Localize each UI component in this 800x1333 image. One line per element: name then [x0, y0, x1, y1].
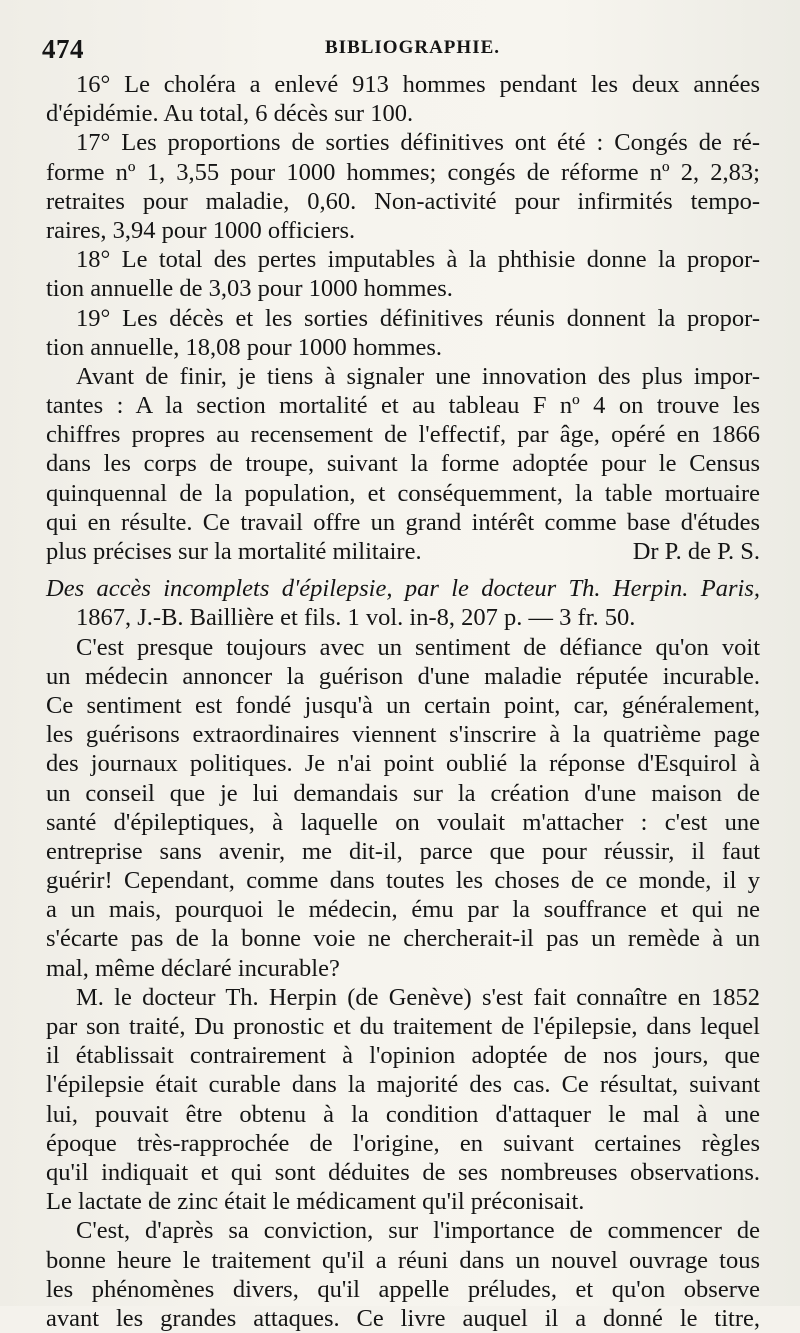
line-text: l'épilepsie était curable dans la majorité des cas. Ce résultat, suivant — [46, 1071, 760, 1099]
review-line-7 — [46, 808, 760, 837]
line-text: santé d'épileptiques, à laquelle on voulait m'attacher : c'est une — [46, 808, 760, 836]
line-text: M. le docteur Th. Herpin (de Genève) s'est fait connaître en 1852 — [76, 983, 760, 1011]
review-line-2 — [46, 662, 760, 691]
section-gap — [46, 566, 760, 574]
closing-line-5 — [46, 479, 760, 508]
line-text: retraites pour maladie, 0,60. Non-activité pour infirmités tempo- — [46, 187, 760, 215]
line-text: d'épidémie. Au total, 6 décès sur 100. — [46, 100, 414, 128]
item-16-line-2 — [46, 99, 760, 128]
line-text: Avant de finir, je tiens à signaler une innovation des plus impor- — [76, 362, 760, 390]
review-line-12 — [46, 954, 760, 983]
closing-line-3 — [46, 420, 760, 449]
line-text: époque très-rapprochée de l'origine, en suivant certaines règles — [46, 1129, 760, 1157]
review-line-18 — [46, 1129, 760, 1158]
item-19-line-2 — [46, 333, 760, 362]
closing-line-4 — [46, 449, 760, 478]
item-19-line-1 — [46, 304, 760, 333]
line-text: tantes : A la section mortalité et au tableau F nº 4 on trouve les — [46, 392, 760, 420]
page-header — [0, 28, 800, 68]
author-signature: Dr P. de P. S. — [632, 538, 760, 565]
line-text: les phénomènes divers, qu'il appelle préludes, et qu'on observe — [46, 1275, 760, 1303]
review-line-22 — [46, 1246, 760, 1275]
review-reference-line-1: Des accès incomplets d'épilepsie, par le docteur Th. Herpin. Paris, — [46, 575, 760, 603]
line-text: C'est, d'après sa conviction, sur l'importance de commencer de — [76, 1217, 760, 1245]
item-17-line-4 — [46, 216, 760, 245]
line-text: bonne heure le traitement qu'il a réuni dans un nouvel ouvrage tous — [46, 1246, 760, 1274]
review-line-13 — [46, 983, 760, 1012]
closing-line-7 — [46, 537, 760, 566]
line-text: 17° Les proportions de sorties définitives ont été : Congés de ré- — [76, 129, 760, 157]
line-text: chiffres propres au recensement de l'effectif, par âge, opéré en 1866 — [46, 421, 760, 449]
review-line-14 — [46, 1012, 760, 1041]
review-line-6 — [46, 779, 760, 808]
line-text: a un mais, pourquoi le médecin, ému par la souffrance et qui ne — [46, 896, 760, 924]
line-text: tion annuelle, 18,08 pour 1000 hommes. — [46, 333, 443, 361]
item-16-line-1 — [46, 70, 760, 99]
review-line-19 — [46, 1158, 760, 1187]
item-17-line-1 — [46, 128, 760, 157]
line-text: Le lactate de zinc était le médicament qu'il préconisait. — [46, 1188, 585, 1216]
review-line-9 — [46, 866, 760, 895]
page-text — [46, 70, 760, 1333]
line-text: un conseil que je lui demandais sur la création d'une maison de — [46, 779, 760, 807]
line-text: C'est presque toujours avec un sentiment de défiance qu'on voit — [76, 633, 760, 661]
running-title: BIBLIOGRAPHIE. — [325, 37, 501, 58]
review-line-17 — [46, 1100, 760, 1129]
line-text: mal, même déclaré incurable? — [46, 954, 340, 982]
line-text: entreprise sans avenir, me dit-il, parce que pour réussir, il faut — [46, 837, 760, 865]
line-text: s'écarte pas de la bonne voie ne chercherait-il pas un remède à un — [46, 925, 760, 953]
review-line-5 — [46, 749, 760, 778]
review-line-24 — [46, 1304, 760, 1333]
line-text: raires, 3,94 pour 1000 officiers. — [46, 216, 356, 244]
review-reference-line-2: 1867, J.-B. Baillière et fils. 1 vol. in-8, 207 p. — 3 fr. 50. — [76, 604, 636, 632]
line-text: plus précises sur la mortalité militaire. — [46, 538, 422, 565]
review-line-8 — [46, 837, 760, 866]
line-text: dans les corps de troupe, suivant la forme adoptée pour le Census — [46, 450, 760, 478]
review-line-21 — [46, 1216, 760, 1245]
review-line-3 — [46, 691, 760, 720]
item-17-line-2 — [46, 158, 760, 187]
closing-line-2 — [46, 391, 760, 420]
item-18-line-2 — [46, 274, 760, 303]
page-number: 474 — [42, 34, 84, 64]
line-text: lui, pouvait être obtenu à la condition d'attaquer le mal à une — [46, 1100, 760, 1128]
line-text: 18° Le total des pertes imputables à la phthisie donne la propor- — [76, 246, 760, 274]
review-body — [46, 633, 760, 1333]
line-text: il établissait contrairement à l'opinion adoptée de nos jours, que — [46, 1042, 760, 1070]
line-text: avant les grandes attaques. Ce livre auquel il a donné le titre, — [46, 1304, 760, 1332]
review-line-11 — [46, 924, 760, 953]
line-text: forme nº 1, 3,55 pour 1000 hommes; congés de réforme nº 2, 2,83; — [46, 158, 760, 186]
item-17-line-3 — [46, 187, 760, 216]
review-line-16 — [46, 1070, 760, 1099]
review-line-1 — [46, 633, 760, 662]
line-text: quinquennal de la population, et conséquemment, la table mortuaire — [46, 479, 760, 507]
closing-line-1 — [46, 362, 760, 391]
line-text: guérir! Cependant, comme dans toutes les choses de ce monde, il y — [46, 867, 760, 895]
item-18-line-1 — [46, 245, 760, 274]
line-text: 16° Le choléra a enlevé 913 hommes pendant les deux années — [76, 71, 760, 98]
line-text: qu'il indiquait et qui sont déduites de ses nombreuses observations. — [46, 1158, 760, 1186]
line-text: tion annuelle de 3,03 pour 1000 hommes. — [46, 275, 453, 303]
review-line-20 — [46, 1187, 760, 1216]
line-text: qui en résulte. Ce travail offre un grand intérêt comme base d'études — [46, 508, 760, 536]
statistics-items — [46, 70, 760, 566]
line-text: par son traité, Du pronostic et du traitement de l'épilepsie, dans lequel — [46, 1013, 760, 1040]
line-text: des journaux politiques. Je n'ai point oublié la réponse d'Esquirol à — [46, 750, 760, 778]
review-line-10 — [46, 895, 760, 924]
closing-line-6 — [46, 508, 760, 537]
review-line-15 — [46, 1041, 760, 1070]
review-line-23 — [46, 1275, 760, 1304]
line-text: 19° Les décès et les sorties définitives réunis donnent la propor- — [76, 304, 760, 332]
line-text: Ce sentiment est fondé jusqu'à un certain point, car, généralement, — [46, 691, 760, 719]
review-line-4 — [46, 720, 760, 749]
line-text: les guérisons extraordinaires viennent s'inscrire à la quatrième page — [46, 721, 760, 749]
line-text: un médecin annoncer la guérison d'une maladie réputée incurable. — [46, 662, 760, 690]
